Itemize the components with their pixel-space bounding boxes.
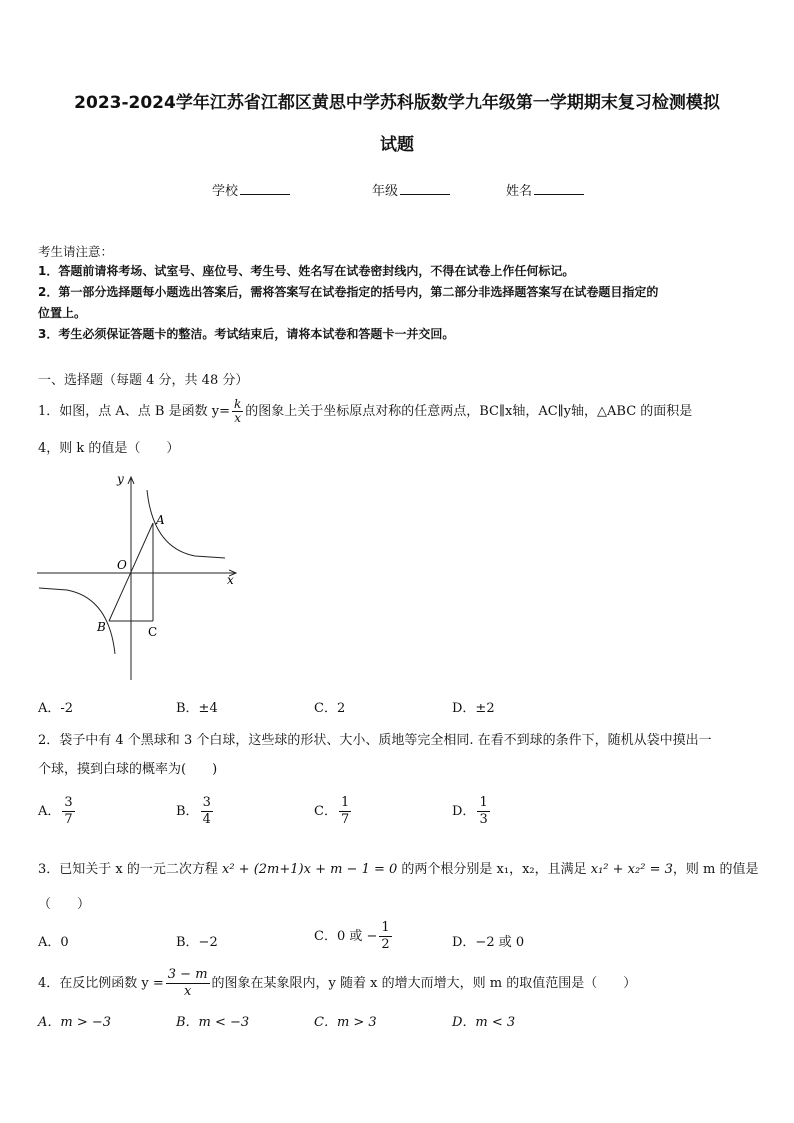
q1-frac-den: x [234, 411, 242, 425]
q2-option-d-den: 3 [479, 812, 488, 827]
q1-graph [35, 468, 245, 683]
name-label: 姓名 [506, 184, 533, 199]
question-1 [38, 398, 768, 425]
school-field[interactable] [212, 180, 290, 199]
q4-frac-num: 3 − m [167, 967, 208, 982]
question-3 [38, 858, 778, 877]
q4-option-a[interactable]: A．m > −3 [38, 1015, 112, 1030]
q2-option-d-num: 1 [479, 795, 488, 810]
point-a-label: A [156, 513, 165, 527]
notice-item-2: 2．第一部分选择题每小题选出答案后，需将答案写在试卷指定的括号内，第二部分非选择题答案写在试卷题目指定的 [38, 285, 659, 299]
q3-option-a[interactable]: A．0 [38, 935, 69, 950]
q2-option-c[interactable] [314, 795, 353, 828]
q4-option-d[interactable]: D．m < 3 [452, 1015, 516, 1030]
q1-frac-num: k [233, 397, 242, 411]
q1-option-a[interactable]: A．-2 [38, 701, 74, 716]
document-title-line1: 2023-2024学年江苏省江都区黄思中学苏科版数学九年级第一学期期末复习检测模拟 [74, 93, 720, 113]
q3-stem-mid: 的两个根分别是 x₁，x₂，且满足 [397, 862, 591, 877]
notice-heading: 考生请注意： [38, 244, 114, 259]
q1-fraction [232, 398, 243, 425]
q3-option-c-den: 2 [381, 937, 390, 952]
q1-option-c[interactable]: C．2 [314, 701, 346, 716]
section-heading: 一、选择题（每题 4 分，共 48 分） [38, 373, 249, 388]
q2-option-a-den: 7 [64, 812, 73, 827]
name-field[interactable] [506, 180, 584, 199]
q2-option-b-den: 4 [202, 812, 211, 827]
q3-option-b[interactable]: B．−2 [176, 935, 218, 950]
q4-option-b[interactable]: B．m < −3 [176, 1015, 250, 1030]
q2-option-b-label: B． [176, 804, 199, 819]
q1-line2: 4，则 k 的值是（ ） [38, 441, 180, 456]
q3-option-d[interactable]: D．−2 或 0 [452, 935, 525, 950]
q2-line2: 个球，摸到白球的概率为( ) [38, 762, 218, 777]
q3-line2: （ ） [38, 897, 91, 912]
q2-option-c-label: C． [314, 804, 337, 819]
q4-stem-pre: 4．在反比例函数 y = [38, 976, 164, 991]
grade-blank[interactable] [400, 182, 450, 195]
q1-option-d[interactable]: D．±2 [452, 701, 495, 716]
x-axis-label: x [227, 573, 234, 587]
name-blank[interactable] [534, 182, 584, 195]
notice-item-2-cont: 位置上。 [38, 306, 87, 320]
q2-line1: 2．袋子中有 4 个黑球和 3 个白球，这些球的形状、大小、质地等完全相同. 在看不到球的条件下，随机从袋中摸出一 [38, 733, 712, 748]
q3-stem-pre: 3．已知关于 x 的一元二次方程 [38, 862, 222, 877]
notice-item-3: 3．考生必须保证答题卡的整洁。考试结束后，请将本试卷和答题卡一并交回。 [38, 327, 455, 341]
notice-block [38, 243, 768, 345]
y-axis-label: y [117, 472, 124, 486]
origin-label: O [117, 558, 127, 572]
q3-option-c-num: 1 [381, 920, 390, 935]
q2-option-d[interactable] [452, 795, 492, 828]
q2-option-a-label: A． [38, 804, 61, 819]
q4-option-c[interactable]: C．m > 3 [314, 1015, 377, 1030]
grade-label: 年级 [372, 184, 399, 199]
point-c-label: C [148, 625, 158, 639]
q3-option-c-label: C．0 或 − [314, 929, 378, 944]
q2-option-b-num: 3 [202, 795, 211, 810]
q2-option-a[interactable] [38, 795, 77, 828]
grade-field[interactable] [372, 180, 450, 199]
school-blank[interactable] [240, 182, 290, 195]
notice-item-1: 1．答题前请将考场、试室号、座位号、考生号、姓名写在试卷密封线内，不得在试卷上作任何标记。 [38, 264, 575, 278]
q2-option-a-num: 3 [64, 795, 73, 810]
document-title-line2: 试题 [380, 135, 414, 155]
question-4 [38, 967, 778, 1000]
point-b-label: B [97, 620, 106, 634]
q2-option-d-label: D． [452, 804, 476, 819]
q3-equation: x² + (2m+1)x + m − 1 = 0 [222, 862, 398, 877]
q3-condition: x₁² + x₂² = 3 [590, 862, 673, 877]
q4-stem-post: 的图象在某象限内，y 随着 x 的增大而增大，则 m 的取值范围是（ ） [211, 976, 637, 991]
school-label: 学校 [212, 184, 239, 199]
q1-stem-post: 的图象上关于坐标原点对称的任意两点，BC∥x轴，AC∥y轴，△ABC 的面积是 [245, 404, 693, 419]
q2-option-c-num: 1 [340, 795, 350, 810]
q3-stem-post: ，则 m 的值是 [672, 862, 759, 877]
q1-stem-pre: 1．如图，点 A、点 B 是函数 y= [38, 404, 230, 419]
q2-option-b[interactable] [176, 795, 215, 828]
q1-option-b[interactable]: B．±4 [176, 701, 218, 716]
q2-option-c-den: 7 [340, 812, 350, 827]
q4-frac-den: x [183, 984, 192, 999]
q3-option-c[interactable] [314, 920, 394, 953]
